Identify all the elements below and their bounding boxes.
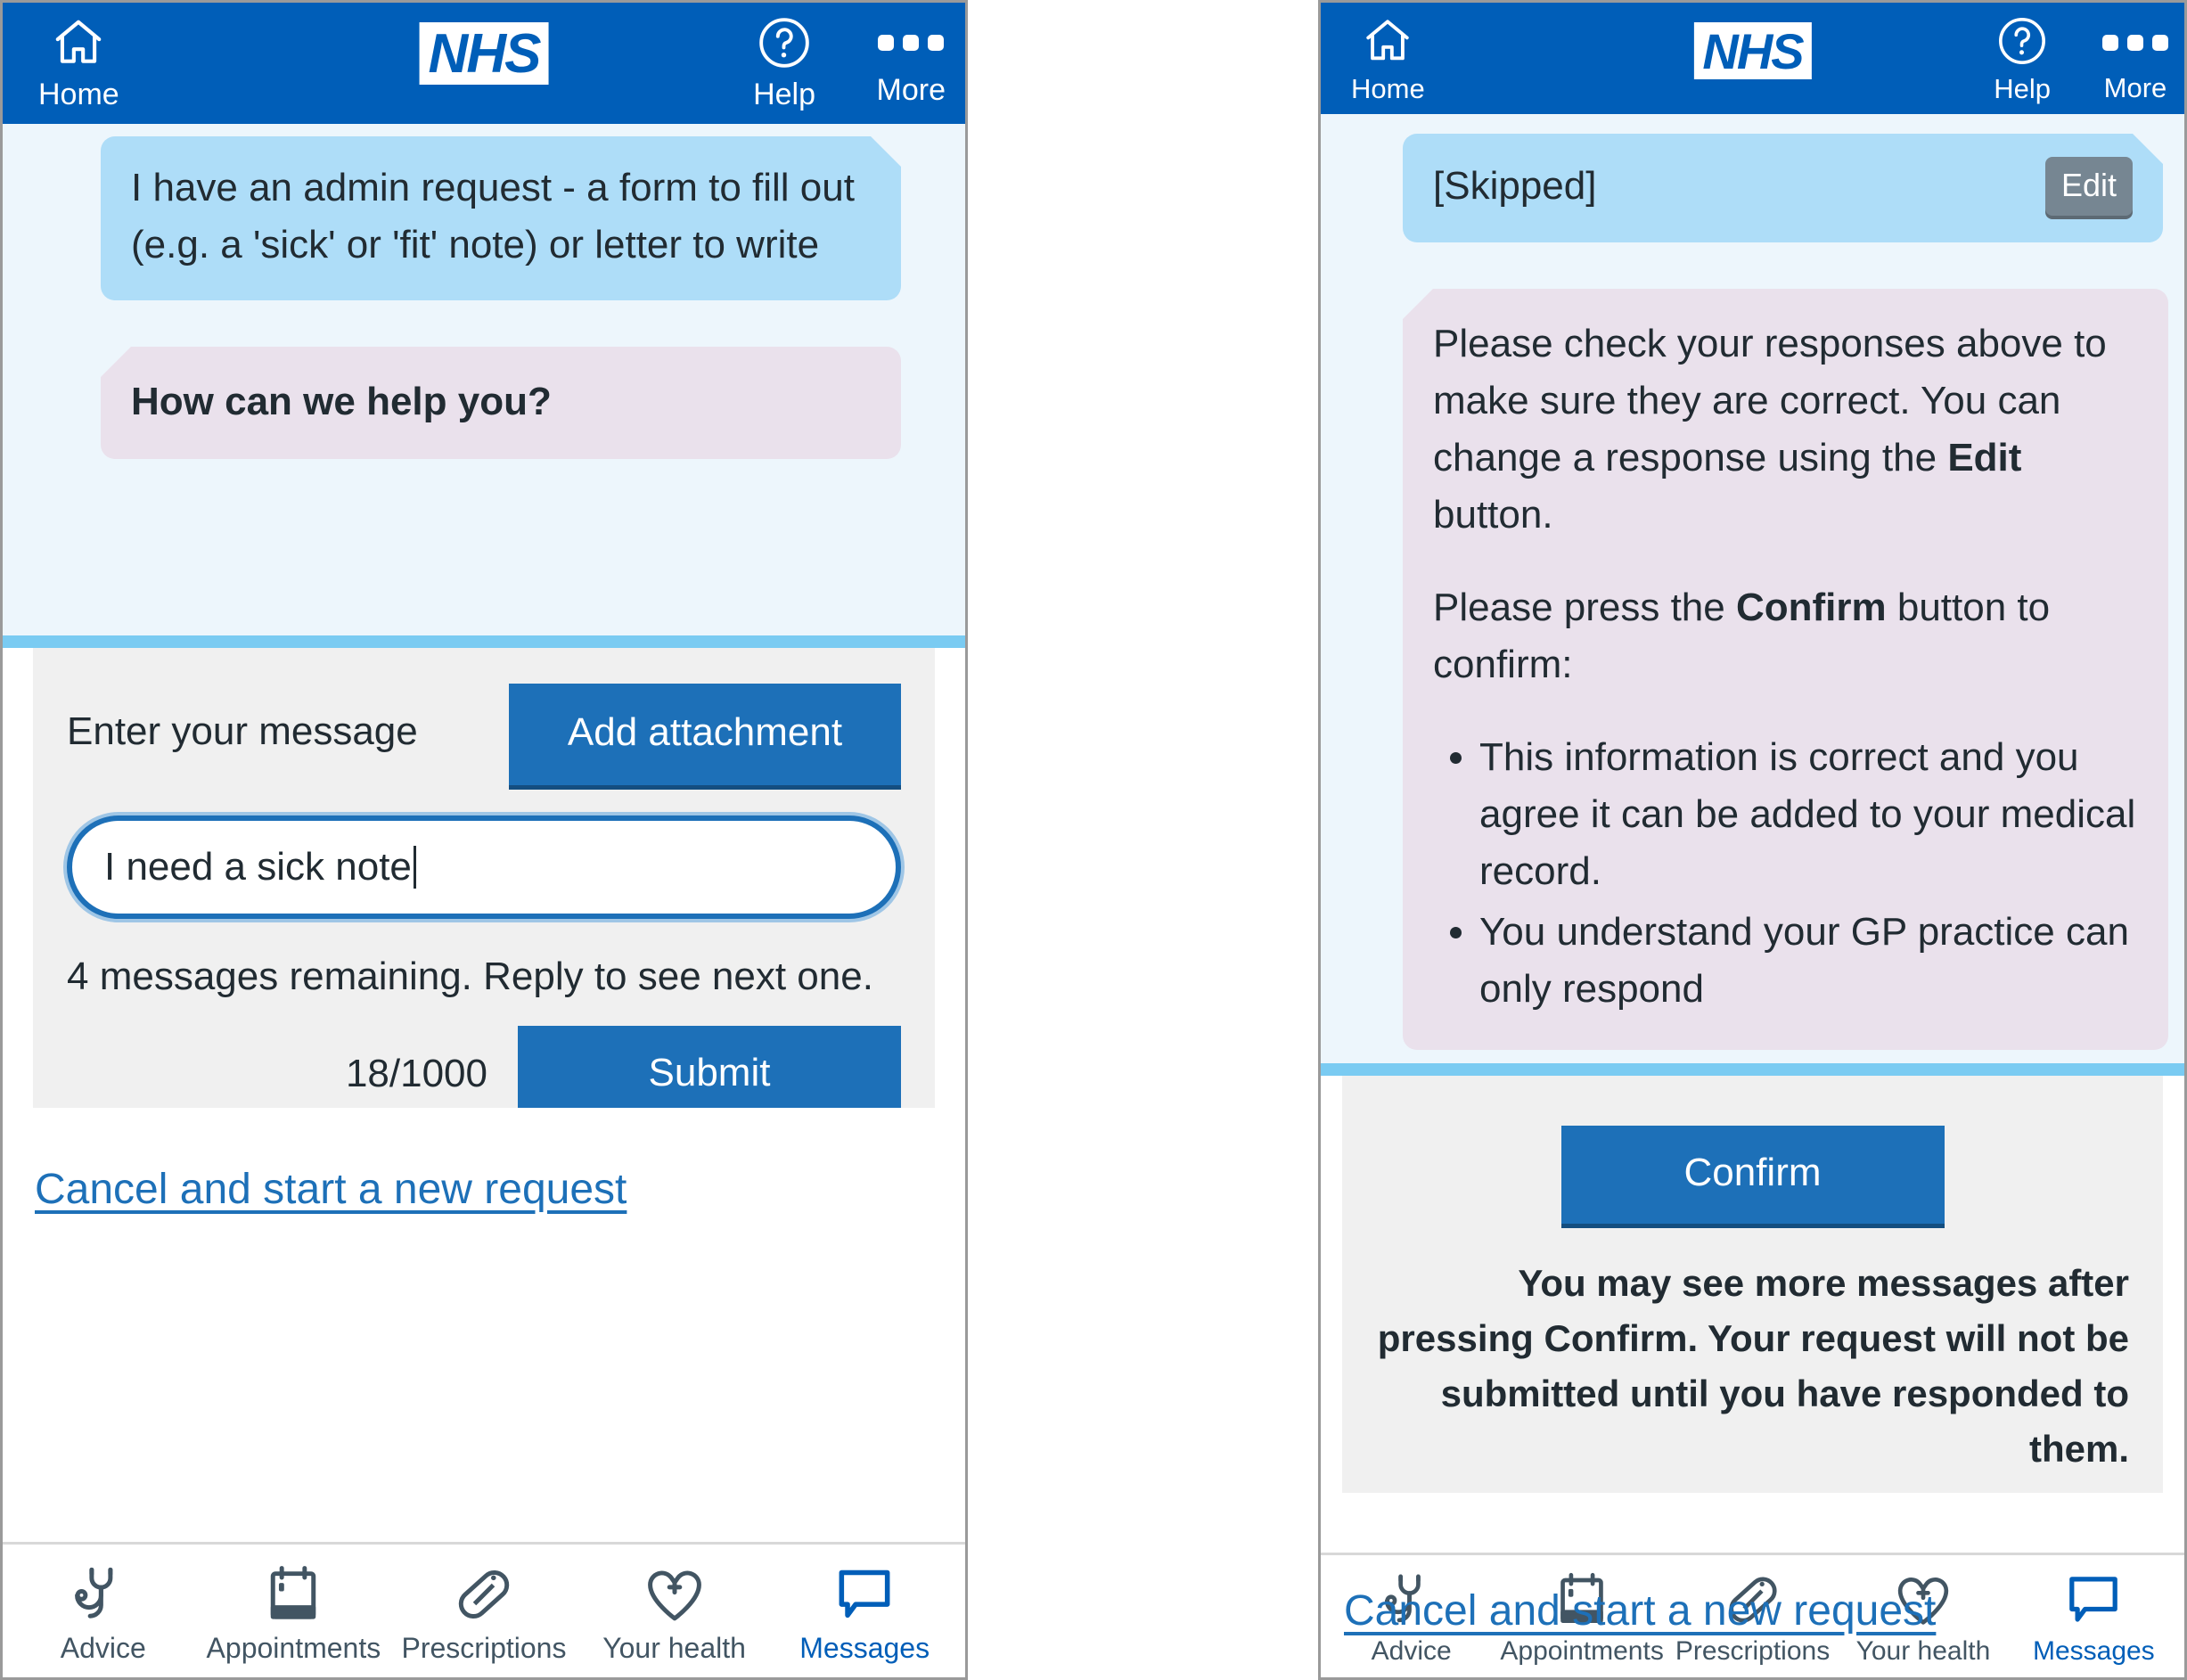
nhs-logo-text: NHS: [1702, 23, 1803, 79]
confirm-button[interactable]: Confirm: [1561, 1126, 1945, 1224]
chat-bubble-icon: [2064, 1570, 2123, 1629]
nhs-logo: [1693, 22, 1811, 79]
para2-part-a: Please press the: [1433, 586, 1736, 629]
nav-label-messages: Messages: [2032, 1635, 2155, 1666]
cancel-link-area: [1321, 1493, 2184, 1635]
header-home-button[interactable]: [1351, 8, 1425, 105]
para1-bold-edit: Edit: [1947, 436, 2022, 479]
chat-message-system: [101, 347, 901, 459]
nav-label-advice: Advice: [60, 1631, 146, 1664]
header-more-button[interactable]: [877, 8, 946, 108]
nav-label-prescriptions: Prescriptions: [401, 1631, 567, 1664]
nhs-logo: [420, 22, 549, 85]
skipped-bubble-text: [Skipped]: [1433, 164, 1597, 208]
confirm-note-text: You may see more messages after pressing Confirm. Your request will not be submitted until you have responded to them.: [1377, 1262, 2129, 1470]
confirm-paragraph-1: [1433, 316, 2138, 544]
home-icon: [1360, 15, 1415, 71]
para2-bold-confirm: Confirm: [1735, 586, 1887, 629]
section-divider: [1321, 1063, 2184, 1076]
nav-label-advice: Advice: [1371, 1635, 1452, 1666]
header-home-label: Home: [38, 78, 119, 111]
nav-label-your-health: Your health: [602, 1631, 746, 1664]
cancel-link-area: [3, 1108, 965, 1542]
message-form-panel: [33, 648, 935, 1108]
header-home-label: Home: [1351, 73, 1425, 104]
nhs-logo-text: NHS: [428, 23, 540, 85]
left-phone-screen: [0, 0, 968, 1680]
cancel-and-restart-link[interactable]: Cancel and start a new request: [35, 1166, 627, 1213]
app-header: [1321, 3, 2184, 114]
character-counter: 18/1000: [345, 1052, 487, 1095]
header-help-label: Help: [1994, 73, 2051, 104]
right-phone-screen: [1318, 0, 2187, 1680]
nav-label-prescriptions: Prescriptions: [1675, 1635, 1831, 1666]
home-icon: [49, 15, 108, 75]
user-bubble-text: I have an admin request - a form to fill out (e.g. a 'sick' or 'fit' note) or letter to write: [101, 136, 901, 300]
add-attachment-button[interactable]: Add attachment: [509, 684, 901, 785]
confirm-bullet-list: [1479, 729, 2138, 1018]
chat-transcript[interactable]: [1321, 114, 2184, 1063]
chat-message-confirm-instructions: [1403, 289, 2168, 1050]
text-caret: [414, 846, 416, 889]
header-home-button[interactable]: [38, 8, 119, 112]
question-circle-icon: [1996, 15, 2048, 71]
chat-message-skipped: [1403, 134, 2163, 242]
header-more-label: More: [2103, 72, 2167, 103]
enter-message-label: Enter your message: [67, 709, 418, 753]
confirm-form-panel: [1342, 1076, 2163, 1493]
messages-remaining-text: 4 messages remaining. Reply to see next one.: [67, 955, 873, 998]
ellipsis-icon: [878, 15, 944, 70]
chat-message-user: [101, 136, 901, 300]
para1-part-a: Please check your responses above to make sure they are correct. You can change a response using the: [1433, 322, 2107, 479]
heart-plus-icon: [643, 1563, 706, 1626]
nav-item-messages[interactable]: [2009, 1570, 2179, 1667]
header-help-button[interactable]: [1994, 8, 2051, 105]
system-bubble-text: How can we help you?: [101, 347, 901, 459]
message-input[interactable]: [67, 815, 901, 919]
nav-label-your-health: Your health: [1855, 1635, 1991, 1666]
cancel-and-restart-link[interactable]: Cancel and start a new request: [1344, 1587, 1937, 1635]
nav-item-your-health[interactable]: [579, 1563, 770, 1663]
nav-item-appointments[interactable]: [199, 1563, 389, 1663]
section-divider: [3, 635, 965, 648]
nav-item-messages[interactable]: [769, 1563, 960, 1663]
bottom-navigation: [3, 1542, 965, 1677]
pill-icon: [453, 1563, 515, 1626]
chat-transcript[interactable]: [3, 124, 965, 635]
confirm-instructions-bubble: [1403, 289, 2168, 1050]
confirm-bullet-item: • This information is correct and you agree it can be added to your medical record.: [1479, 729, 2138, 900]
header-help-button[interactable]: [753, 8, 815, 112]
skipped-bubble: [1403, 134, 2163, 242]
confirm-bullet-item: • You understand your GP practice can only respond: [1479, 904, 2138, 1018]
para1-part-b: button.: [1433, 493, 1553, 537]
header-more-label: More: [876, 73, 946, 107]
nav-item-advice[interactable]: [8, 1563, 199, 1663]
chat-bubble-icon: [833, 1563, 896, 1626]
nav-label-appointments: Appointments: [1500, 1635, 1664, 1666]
app-header: [3, 3, 965, 124]
message-input-value: I need a sick note: [104, 845, 412, 889]
calendar-icon: [262, 1563, 324, 1626]
para2-part-b: button to confirm:: [1433, 586, 2051, 686]
edit-response-button[interactable]: Edit: [2045, 157, 2133, 216]
confirm-paragraph-2: [1433, 579, 2138, 693]
ellipsis-icon: [2102, 15, 2168, 70]
nav-label-appointments: Appointments: [206, 1631, 381, 1664]
header-help-label: Help: [753, 78, 815, 111]
nav-item-prescriptions[interactable]: [389, 1563, 579, 1663]
question-circle-icon: [757, 15, 812, 75]
header-more-button[interactable]: [2102, 8, 2168, 104]
nav-label-messages: Messages: [799, 1631, 930, 1664]
submit-button[interactable]: Submit: [518, 1026, 901, 1122]
stethoscope-icon: [72, 1563, 135, 1626]
